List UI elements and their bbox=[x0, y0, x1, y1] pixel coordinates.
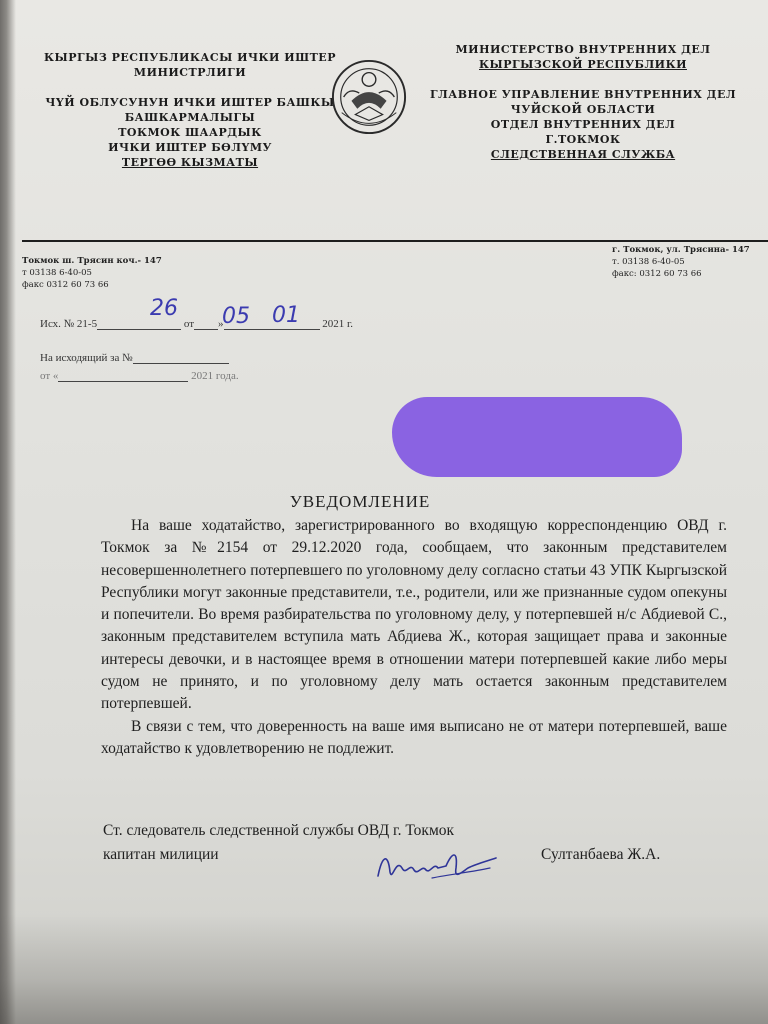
incoming-number-line bbox=[133, 350, 229, 364]
header-left-line: ТЕРГӨӨ КЫЗМАТЫ bbox=[121, 156, 259, 169]
phone-right: т. 03138 6-40-05 bbox=[612, 257, 685, 267]
document-body bbox=[101, 515, 727, 760]
header-divider bbox=[22, 240, 768, 242]
fax-left: факс 0312 60 73 66 bbox=[22, 280, 109, 290]
fax-right: факс: 0312 60 73 66 bbox=[612, 269, 702, 279]
header-right-line: ГЛАВНОЕ УПРАВЛЕНИЕ ВНУТРЕННИХ ДЕЛ bbox=[429, 88, 737, 101]
address-right: г. Токмок, ул. Трясина- 147 bbox=[612, 245, 750, 255]
header-right-line: Г.ТОКМОК bbox=[545, 133, 621, 146]
header-right-line: ОТДЕЛ ВНУТРЕННИХ ДЕЛ bbox=[490, 118, 676, 131]
day-line bbox=[194, 316, 218, 330]
incoming-year: 2021 года. bbox=[191, 370, 239, 382]
outgoing-prefix: Исх. № 21-5 bbox=[40, 318, 98, 330]
handwritten-month: 01 bbox=[272, 303, 300, 328]
address-left: Токмок ш. Трясин коч.- 147 bbox=[22, 256, 162, 266]
redaction-block bbox=[392, 397, 682, 477]
header-right-line: ЧУЙСКОЙ ОБЛАСТИ bbox=[510, 103, 656, 116]
signer-name: Султанбаева Ж.А. bbox=[541, 846, 661, 863]
from-label: от bbox=[183, 318, 195, 330]
header-right-line: КЫРГЫЗСКОЙ РЕСПУБЛИКИ bbox=[479, 58, 687, 71]
contacts-left bbox=[22, 255, 162, 291]
year-suffix: 2021 г. bbox=[322, 318, 354, 330]
state-emblem-icon bbox=[330, 58, 408, 136]
header-left-line: БАШКАРМАЛЫГЫ bbox=[124, 111, 256, 124]
document-title: УВЕДОМЛЕНИЕ bbox=[289, 492, 431, 511]
page-shadow bbox=[0, 0, 16, 1024]
phone-left: т 03138 6-40-05 bbox=[22, 268, 92, 278]
page-bottom-shading bbox=[0, 914, 768, 1024]
outgoing-reference: Исх. № 21-5 от » 2021 г. bbox=[40, 318, 354, 330]
header-left bbox=[40, 50, 340, 170]
header-right bbox=[418, 42, 748, 162]
incoming-date-line bbox=[58, 368, 188, 382]
header-right-line: МИНИСТЕРСТВО ВНУТРЕННИХ ДЕЛ bbox=[455, 43, 711, 56]
contacts-right bbox=[612, 244, 750, 280]
signer-rank: капитан милиции bbox=[103, 846, 219, 863]
incoming-date bbox=[40, 368, 239, 382]
handwritten-signature bbox=[372, 838, 502, 888]
body-paragraph: На ваше ходатайство, зарегистрированного во входящую корреспонденцию ОВД г. Токмок за №2154 от 29.12.2020 года, сообщаем, что законным представителем несовершеннолетнего потерпевшего по уголовному делу согласно статьи 43 УПК Кыргызской Республики могут законные представители, т.е., родители, или же признанные судом опекуны и попечители. Во время разбирательства по уголовному делу, у потерпевшей н/с Абдиевой С., законным представителем вступила мать Абдиева Ж., которая защищает права и законные интересы девочки, и в настоящее время в отношении матери потерпевшей какие либо меры судом не принято, и по уголовному делу мать остается законным представителем потерпевшей. bbox=[101, 517, 727, 713]
handwritten-day: 05 bbox=[222, 304, 250, 329]
header-left-line: ИЧКИ ИШТЕР БӨЛҮМУ bbox=[108, 141, 272, 154]
header-left-line: КЫРГЫЗ РЕСПУБЛИКАСЫ ИЧКИ ИШТЕР bbox=[44, 51, 336, 64]
incoming-label: На исходящий за № bbox=[40, 352, 133, 364]
body-paragraph: В связи с тем, что доверенность на ваше имя выписано не от матери потерпевшей, ваше ходатайство к удовлетворению не подлежит. bbox=[101, 717, 727, 757]
handwritten-number: 26 bbox=[150, 296, 178, 321]
incoming-from: от « bbox=[40, 370, 59, 382]
header-right-line: СЛЕДСТВЕННАЯ СЛУЖБА bbox=[490, 148, 676, 161]
header-left-line: ЧҮЙ ОБЛУСУНУН ИЧКИ ИШТЕР БАШКЫ bbox=[45, 96, 335, 109]
header-left-line: ТОКМОК ШААРДЫК bbox=[118, 126, 262, 139]
signer-position: Ст. следователь следственной службы ОВД г. Токмок bbox=[103, 822, 455, 839]
incoming-reference bbox=[40, 350, 229, 364]
header-left-line: МИНИСТРЛИГИ bbox=[133, 66, 247, 79]
